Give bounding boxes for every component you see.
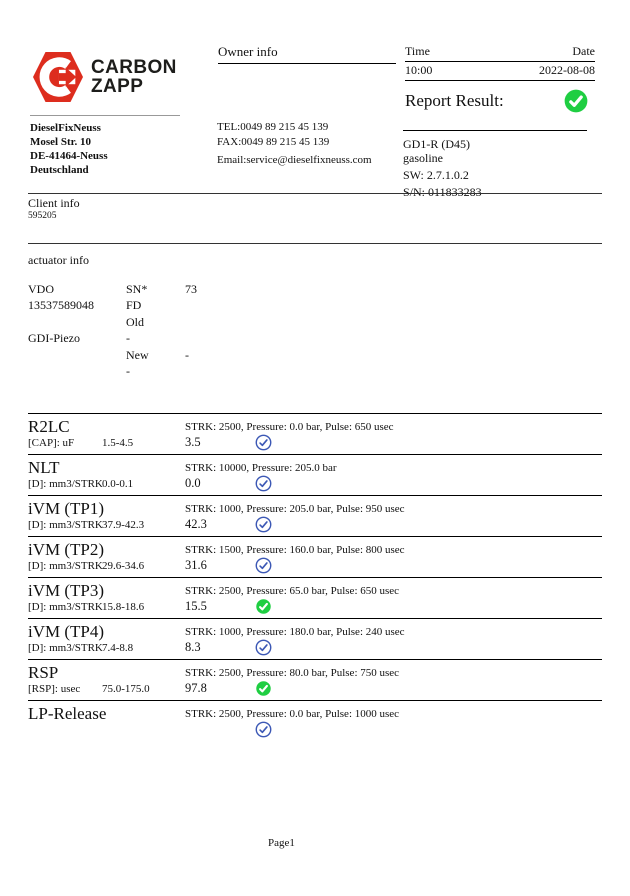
actuator-cell: [28, 347, 126, 363]
actuator-cell: New: [126, 347, 149, 362]
test-params: STRK: 2500, Pressure: 80.0 bar, Pulse: 750 usec: [185, 667, 400, 679]
test-range: 75.0-175.0: [102, 683, 150, 695]
test-row: [28, 454, 602, 495]
test-params: STRK: 2500, Pressure: 0.0 bar, Pulse: 650 usec: [185, 421, 394, 433]
actuator-cell: [185, 330, 305, 346]
actuator-cell: -: [126, 364, 130, 379]
brand-name-line1: CARBON: [91, 57, 177, 78]
test-name: iVM (TP2): [28, 540, 105, 559]
test-row: [28, 413, 602, 454]
report-result-label: Report Result:: [405, 91, 504, 110]
test-result-check-icon: [255, 598, 272, 615]
test-result-check-icon: [255, 557, 272, 574]
test-name: NLT: [28, 458, 60, 477]
owner-fax: FAX:0049 89 215 45 139: [217, 136, 330, 148]
actuator-cell: SN*: [126, 282, 148, 296]
machine-serial-number: S/N: 011833283: [403, 185, 482, 199]
test-params: STRK: 1000, Pressure: 205.0 bar, Pulse: 950 usec: [185, 503, 405, 515]
test-name: iVM (TP3): [28, 581, 105, 600]
time-date-header-row: [405, 44, 595, 62]
test-range: 15.8-18.6: [102, 601, 145, 613]
test-name: RSP: [28, 663, 59, 682]
test-row: [28, 536, 602, 577]
actuator-cell: -: [185, 347, 189, 362]
brand-name-line2: ZAPP: [91, 76, 144, 97]
report-result-pass-icon: [563, 88, 589, 114]
test-value: 8.3: [185, 640, 201, 654]
test-params: STRK: 1000, Pressure: 180.0 bar, Pulse: 240 usec: [185, 626, 405, 638]
divider-line: [28, 193, 602, 194]
owner-contact-block: [217, 120, 372, 168]
test-result-check-icon: [255, 516, 272, 533]
test-row: [28, 577, 602, 618]
time-label: Time: [405, 44, 430, 58]
test-result-check-icon: [255, 721, 272, 738]
test-value: 97.8: [185, 681, 207, 695]
owner-info-heading: Owner info: [218, 44, 396, 64]
test-range: 29.6-34.6: [102, 560, 145, 572]
test-name: R2LC: [28, 417, 70, 436]
actuator-grid: [28, 281, 305, 379]
test-range: 1.5-4.5: [102, 437, 134, 449]
actuator-cell: VDO: [28, 282, 54, 296]
test-row: [28, 618, 602, 659]
test-value: 0.0: [185, 476, 201, 490]
owner-country: Deutschland: [30, 164, 89, 176]
page-number: Page1: [268, 837, 295, 849]
owner-city: DE-41464-Neuss: [30, 150, 108, 162]
time-date-value-row: [405, 62, 595, 81]
actuator-cell: FD: [126, 298, 142, 313]
machine-software-version: SW: 2.7.1.0.2: [403, 168, 469, 182]
actuator-cell: [185, 314, 305, 330]
carbon-zapp-hexagon-icon: [33, 50, 83, 104]
test-unit: [D]: mm3/STRK: [28, 519, 103, 531]
report-result-row: [405, 88, 595, 114]
actuator-column-fields: [126, 281, 185, 379]
date-value: 2022-08-08: [539, 63, 595, 77]
test-unit: [D]: mm3/STRK: [28, 478, 103, 490]
actuator-cell: [185, 297, 305, 313]
test-value: 15.5: [185, 599, 207, 613]
carbon-zapp-logo: [33, 50, 177, 104]
test-unit: [D]: mm3/STRK: [28, 560, 103, 572]
test-result-check-icon: [255, 639, 272, 656]
test-params: STRK: 2500, Pressure: 65.0 bar, Pulse: 650 usec: [185, 585, 400, 597]
test-unit: [D]: mm3/STRK: [28, 601, 103, 613]
test-params: STRK: 10000, Pressure: 205.0 bar: [185, 462, 337, 474]
test-range: 7.4-8.8: [102, 642, 134, 654]
actuator-column-values: [185, 281, 305, 379]
test-name: iVM (TP1): [28, 499, 105, 518]
test-value: 3.5: [185, 435, 201, 449]
actuator-column-identity: [28, 281, 126, 379]
test-value: 31.6: [185, 558, 207, 572]
test-row: [28, 700, 602, 747]
test-range: 37.9-42.3: [102, 519, 145, 531]
test-unit: [D]: mm3/STRK: [28, 642, 103, 654]
actuator-cell: GDI-Piezo: [28, 331, 80, 346]
actuator-cell: 73: [185, 282, 197, 296]
actuator-cell: [28, 314, 126, 330]
test-result-check-icon: [255, 475, 272, 492]
test-value: 42.3: [185, 517, 207, 531]
owner-tel: TEL:0049 89 215 45 139: [217, 121, 329, 133]
actuator-info-heading: actuator info: [28, 253, 89, 267]
test-range: 0.0-0.1: [102, 478, 134, 490]
owner-address-block: [30, 115, 180, 177]
time-value: 10:00: [405, 63, 433, 77]
owner-email: Email:service@dieselfixneuss.com: [217, 154, 372, 166]
test-params: STRK: 2500, Pressure: 0.0 bar, Pulse: 1000 usec: [185, 708, 400, 720]
actuator-cell: [185, 363, 305, 379]
client-info-heading: Client info: [28, 196, 80, 210]
machine-model: GD1-R (D45): [403, 137, 470, 151]
actuator-cell: Old: [126, 314, 144, 329]
owner-name: DieselFixNeuss: [30, 122, 101, 134]
test-row: [28, 659, 602, 700]
test-result-check-icon: [255, 680, 272, 697]
time-date-block: [405, 44, 595, 114]
owner-street: Mosel Str. 10: [30, 136, 92, 148]
machine-fuel: gasoline: [403, 151, 443, 165]
date-label: Date: [572, 44, 595, 58]
client-number: 595205: [28, 211, 57, 221]
test-row: [28, 495, 602, 536]
test-unit: [CAP]: uF: [28, 437, 75, 449]
actuator-cell: -: [126, 331, 130, 346]
test-name: iVM (TP4): [28, 622, 105, 641]
test-result-check-icon: [255, 434, 272, 451]
machine-info-block: [403, 130, 587, 199]
test-unit: [RSP]: usec: [28, 683, 81, 695]
brand-name: [91, 58, 177, 96]
test-name: LP-Release: [28, 704, 107, 723]
actuator-cell: 13537589048: [28, 298, 94, 313]
divider-line: [28, 243, 602, 244]
test-params: STRK: 1500, Pressure: 160.0 bar, Pulse: 800 usec: [185, 544, 405, 556]
actuator-cell: [28, 363, 126, 379]
test-table: [28, 413, 602, 747]
